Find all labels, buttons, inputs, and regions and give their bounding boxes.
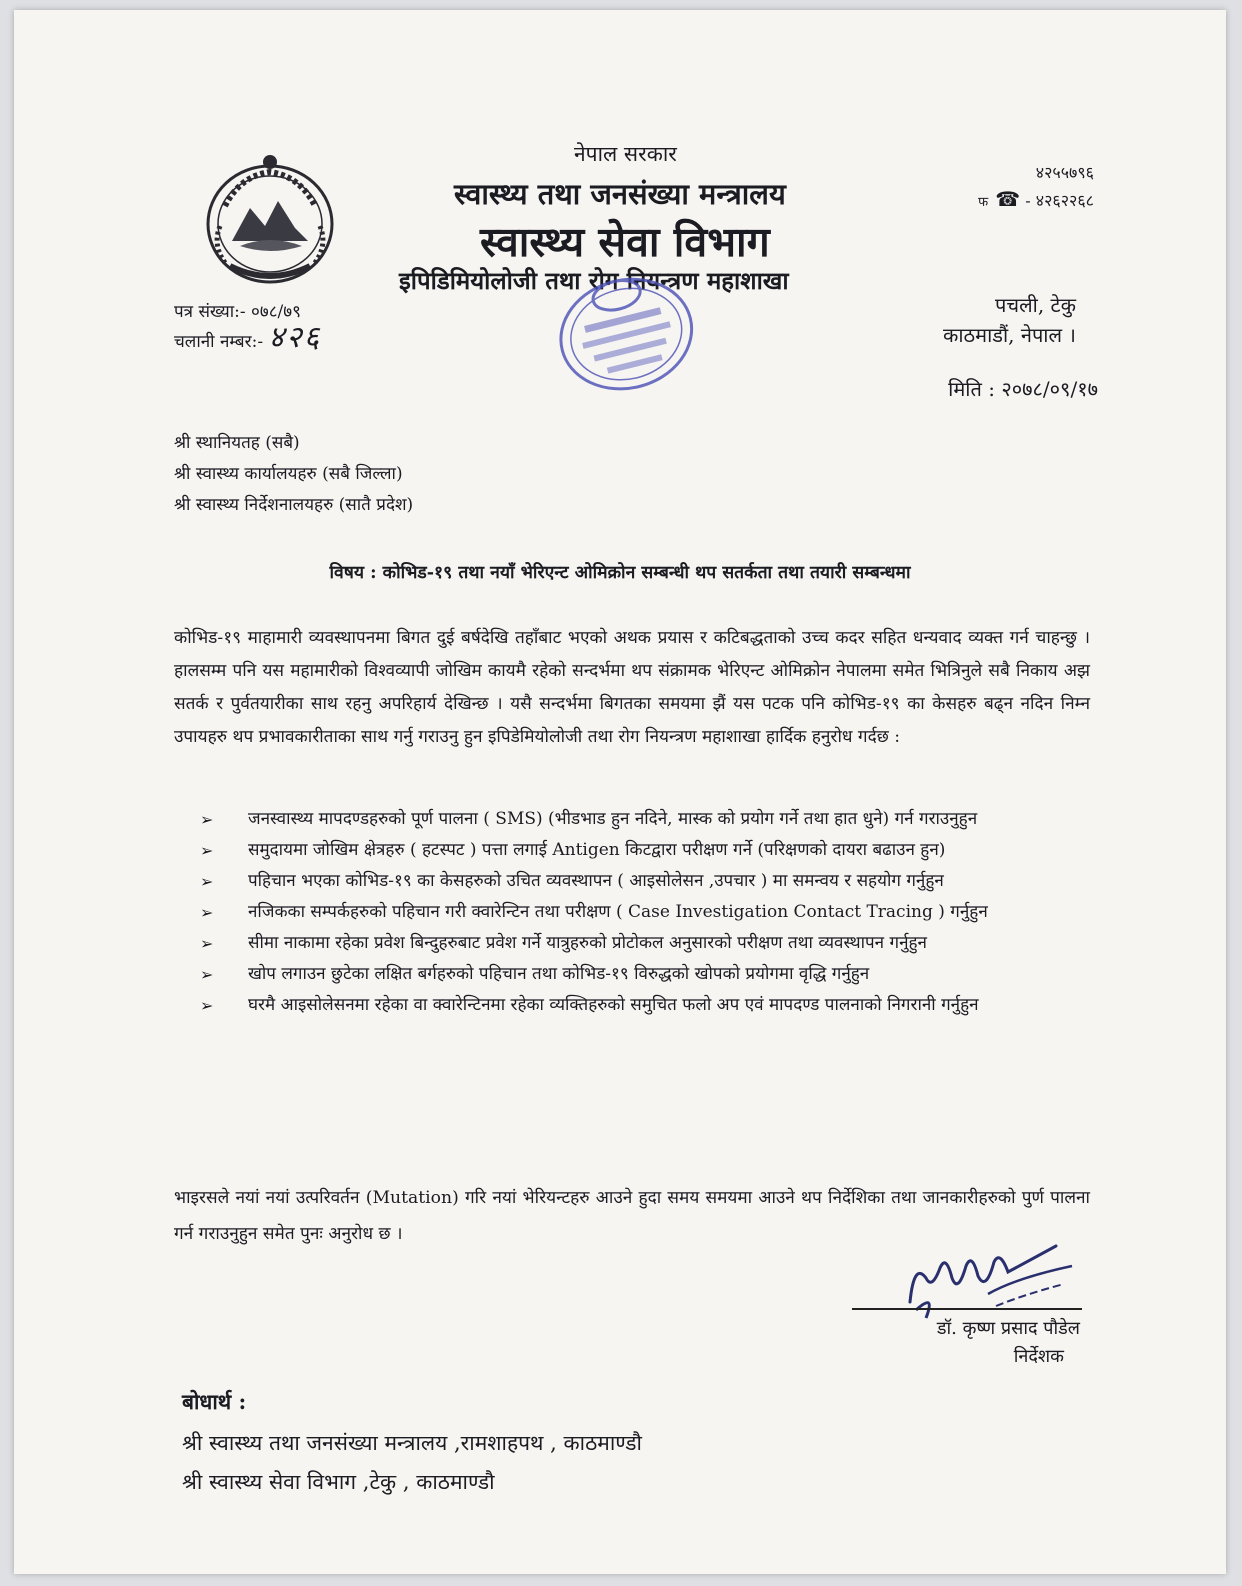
measure-text: सीमा नाकामा रहेका प्रवेश बिन्दुहरुबाट प्रवेश गर्ने यात्रुहरुको प्रोटोकल अनुसारको परीक्षण तथा व्यवस्थापन गर्नुहुन <box>248 933 927 953</box>
phone-icon: ☎ <box>995 187 1021 211</box>
arrow-bullet-icon: ➢ <box>200 810 214 829</box>
recipients-list <box>174 428 413 521</box>
dispatch-number-label: चलानी नम्बर:- <box>174 332 264 352</box>
measure-text: खोप लगाउन छुटेका लक्षित बर्गहरुको पहिचान तथा कोभिड-१९ विरुद्धको खोपको प्रयोगमा वृद्धि गर्नुहुन <box>248 964 870 984</box>
letter-page <box>14 10 1226 1574</box>
measure-text: नजिकका सम्पर्कहरुको पहिचान गरी क्वारेन्टिन तथा परीक्षण ( Case Investigation Contact Tracing ) गर्नुहुन <box>248 902 988 922</box>
cc-heading: बोधार्थ : <box>182 1389 247 1414</box>
reference-block <box>174 300 321 355</box>
office-stamp <box>552 272 702 402</box>
recipient-item: श्री स्वास्थ्य कार्यालयहरु (सबै जिल्ला) <box>174 464 403 484</box>
list-item <box>200 804 1100 835</box>
arrow-bullet-icon: ➢ <box>200 872 214 891</box>
closing-paragraph: भाइरसले नयां नयां उत्परिवर्तन (Mutation) गरि नयां भेरियन्टहरु आउने हुदा समय समयमा आउने थप निर्देशिका तथा जानकारीहरुको पुर्ण पालना गर्न गराउनुहुन समेत पुनः अनुरोध छ । <box>174 1188 1090 1244</box>
address-line-2: काठमाडौं, नेपाल । <box>942 323 1076 347</box>
government-name: नेपाल सरकार <box>574 142 677 166</box>
signatory-title: निर्देशक <box>1013 1346 1064 1367</box>
emblem-of-nepal-seal <box>190 146 350 296</box>
office-address <box>943 290 1076 350</box>
list-item <box>200 835 1100 866</box>
signature-line <box>852 1308 1082 1310</box>
fax-number: - ४२६२२६८ <box>1025 191 1094 210</box>
ministry-name: स्वास्थ्य तथा जनसंख्या मन्त्रालय <box>454 177 786 211</box>
address-line-1: पचली, टेकु <box>995 293 1076 317</box>
list-item <box>200 897 1100 928</box>
cc-item: श्री स्वास्थ्य सेवा विभाग ,टेकु , काठमाण्डौ <box>182 1470 495 1494</box>
letter-date: मिति : २०७८/०९/१७ <box>948 377 1098 401</box>
phone-number: ४२५५७९६ <box>1035 163 1094 182</box>
recipient-item: श्री स्वास्थ्य निर्देशनालयहरु (सातै प्रदेश) <box>174 495 414 515</box>
fax-line <box>978 186 1094 216</box>
fax-label: फ <box>978 195 989 210</box>
dispatch-number: ४२६ <box>268 320 322 355</box>
measure-text: जनस्वास्थ्य मापदण्डहरुको पूर्ण पालना ( SMS) (भीडभाड हुन नदिने, मास्क को प्रयोग गर्ने तथा हात धुने) गर्न गराउनुहुन <box>248 809 978 829</box>
measures-list <box>200 804 1100 1021</box>
measure-text: समुदायमा जोखिम क्षेत्रहरु ( हटस्पट ) पत्ता लगाई Antigen किटद्वारा परीक्षण गर्ने (परिक्षणको दायरा बढाउन हुन) <box>248 840 946 860</box>
arrow-bullet-icon: ➢ <box>200 934 214 953</box>
arrow-bullet-icon: ➢ <box>200 965 214 984</box>
letter-number-label: पत्र संख्या:- <box>174 302 246 322</box>
list-item <box>200 959 1100 990</box>
cc-list <box>182 1424 642 1502</box>
recipient-item: श्री स्थानियतह (सबै) <box>174 433 300 453</box>
signatory-name: डॉ. कृष्ण प्रसाद पौडेल <box>936 1318 1080 1339</box>
department-name: स्वास्थ्य सेवा विभाग <box>480 218 770 266</box>
list-item <box>200 990 1100 1021</box>
arrow-bullet-icon: ➢ <box>200 903 214 922</box>
dispatch-number-line <box>174 320 322 355</box>
measure-text: घरमै आइसोलेसनमा रहेका वा क्वारेन्टिनमा रहेका व्यक्तिहरुको समुचित फलो अप एवं मापदण्ड पालनाको निगरानी गर्नुहुन <box>248 995 979 1015</box>
contact-numbers <box>978 160 1094 216</box>
body-paragraph: कोभिड-१९ माहामारी व्यवस्थापनमा बिगत दुई बर्षदेखि तहाँबाट भएको अथक प्रयास र कटिबद्धताको उच्च कदर सहित धन्यवाद व्यक्त गर्न चाहन्छु । हालसम्म पनि यस महामारीको विश्वव्यापी जोखिम कायमै रहेको सन्दर्भमा थप संक्रामक भेरिएन्ट ओमिक्रोन नेपालमा समेत भित्रिनुले सबै निकाय अझ सतर्क र पुर्वतयारीका साथ रहनु अपरिहार्य देखिन्छ । यसै सन्दर्भमा बिगतका समयमा झैं यस पटक पनि कोभिड-१९ का केसहरु बढ्न नदिन निम्न उपायहरु थप प्रभावकारीताका साथ गर्नु गराउनु हुन इपिडेमियोलोजी तथा रोग नियन्त्रण महाशाखा हार्दिक हनुरोध गर्दछ : <box>174 628 1090 747</box>
arrow-bullet-icon: ➢ <box>200 996 214 1015</box>
subject-line: विषय : कोभिड-१९ तथा नयाँ भेरिएन्ट ओमिक्रोन सम्बन्धी थप सतर्कता तथा तयारी सम्बन्धमा <box>329 563 911 583</box>
list-item <box>200 866 1100 897</box>
cc-item: श्री स्वास्थ्य तथा जनसंख्या मन्त्रालय ,रामशाहपथ , काठमाण्डौ <box>182 1431 642 1455</box>
letter-number: ०७८/७९ <box>251 302 301 322</box>
list-item <box>200 928 1100 959</box>
measure-text: पहिचान भएका कोभिड-१९ का केसहरुको उचित व्यवस्थापन ( आइसोलेसन ,उपचार ) मा समन्वय र सहयोग गर्नुहुन <box>248 871 944 891</box>
arrow-bullet-icon: ➢ <box>200 841 214 860</box>
division-name: इपिडिमियोलोजी तथा रोग नियन्त्रण महाशाखा <box>399 266 789 295</box>
